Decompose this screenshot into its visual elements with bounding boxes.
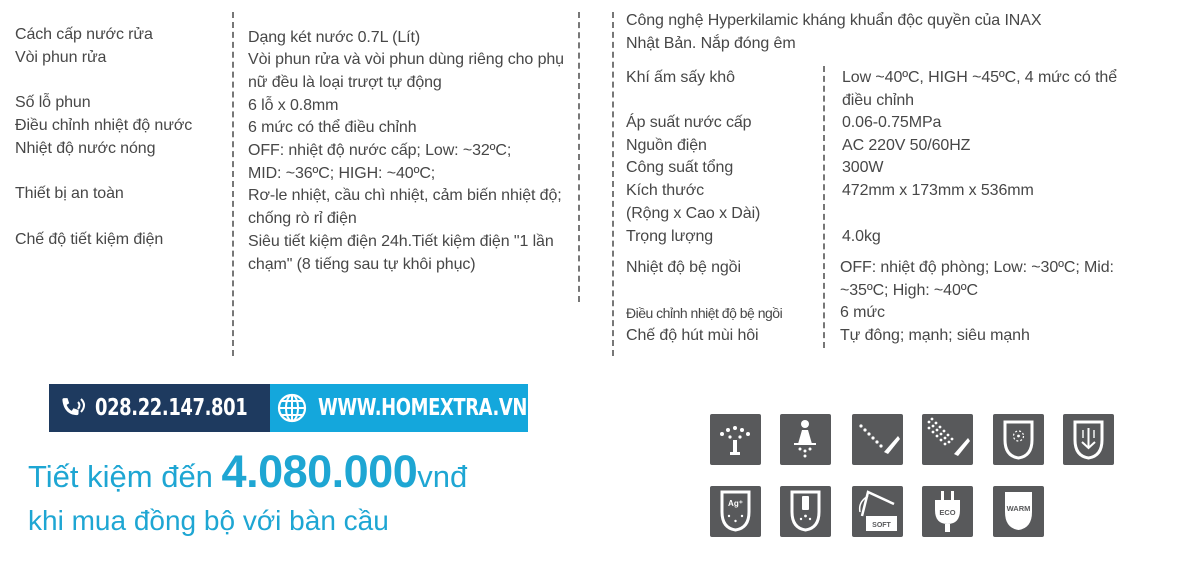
- promo-unit: vnđ: [417, 459, 468, 494]
- label-power-saving: Chế độ tiết kiệm điện: [15, 231, 164, 248]
- intro-hyperkilamic: Công nghệ Hyperkilamic kháng khuẩn độc quyền của INAX Nhật Bản. Nắp đóng êm: [626, 12, 1042, 52]
- divider-col1: [232, 12, 234, 356]
- value-total-power: 300W: [842, 159, 884, 176]
- label-power-source: Nguồn điện: [626, 137, 707, 154]
- label-weight: Trọng lượng: [626, 228, 714, 245]
- value-seat-temp: OFF: nhiệt độ phòng; Low: ~30ºC; Mid: ~35ºC; High: ~40ºC: [840, 259, 1114, 299]
- website-block[interactable]: [270, 384, 528, 432]
- rear-wash-icon: [710, 414, 761, 465]
- ag-antibacterial-icon: [710, 486, 761, 537]
- divider-col4: [823, 66, 825, 348]
- value-hot-water-temp: OFF: nhiệt độ nước cấp; Low: ~32ºC; MID: ~36ºC; HIGH: ~40ºC;: [248, 142, 512, 182]
- label-safety-device: Thiết bị an toàn: [15, 185, 124, 202]
- value-water-pressure: 0.06-0.75MPa: [842, 114, 942, 131]
- label-dimensions: Kích thước: [626, 182, 705, 199]
- value-water-temp-adjust: 6 mức có thể điều chỉnh: [248, 119, 417, 136]
- label-seat-temp: Nhiệt độ bệ ngồi: [626, 259, 741, 276]
- value-deodorizer: Tự đông; mạnh; siêu mạnh: [840, 327, 1030, 344]
- eco-label: ECO: [939, 508, 956, 517]
- value-nozzle: Vòi phun rửa và vòi phun dùng riêng cho phụ nữ đều là loại trượt tự động: [248, 51, 564, 91]
- warm-label: WARM: [1006, 504, 1031, 513]
- value-safety-device: Rơ-le nhiệt, cầu chì nhiệt, cảm biến nhiệt độ; chống rò rỉ điện: [248, 187, 562, 227]
- value-seat-temp-adjust: 6 mức: [840, 304, 885, 321]
- phone-icon: [59, 393, 89, 423]
- label-spray-holes: Số lỗ phun: [15, 94, 91, 111]
- contact-bar: [49, 384, 528, 432]
- spray-angle-icon: [852, 414, 903, 465]
- value-dimensions: 472mm x 173mm x 536mm: [842, 182, 1034, 199]
- label-water-pressure: Áp suất nước cấp: [626, 114, 752, 131]
- value-power-source: AC 220V 50/60HZ: [842, 137, 971, 154]
- soft-close-icon: [852, 486, 903, 537]
- label-water-supply: Cách cấp nước rửa: [15, 26, 153, 43]
- label-seat-temp-adjust: Điều chỉnh nhiệt độ bệ ngồi: [626, 305, 783, 321]
- eco-plug-icon: [922, 486, 973, 537]
- promo-amount: 4.080.000: [221, 446, 418, 497]
- label-dimensions-note: (Rộng x Cao x Dài): [626, 205, 761, 222]
- warm-seat-icon: [993, 486, 1044, 537]
- promo-savings-line: [28, 446, 468, 497]
- label-warm-air-dry: Khí ấm sấy khô: [626, 69, 735, 86]
- divider-col3: [612, 12, 614, 356]
- value-power-saving: Siêu tiết kiệm điện 24h.Tiết kiệm điện "1 lần chạm" (8 tiếng sau tự khôi phục): [248, 233, 554, 273]
- value-water-supply: Dạng két nước 0.7L (Lít): [248, 29, 421, 46]
- divider-col2: [578, 12, 580, 302]
- website-url[interactable]: WWW.HOMEXTRA.VN: [318, 395, 528, 421]
- nozzle-position-icon: [993, 414, 1044, 465]
- value-warm-air-dry: Low ~40ºC, HIGH ~45ºC, 4 mức có thể điều chỉnh: [842, 69, 1118, 109]
- globe-icon: [276, 392, 308, 424]
- label-nozzle: Vòi phun rửa: [15, 49, 107, 66]
- label-deodorizer: Chế độ hút mùi hôi: [626, 327, 759, 344]
- wide-spray-icon: [922, 414, 973, 465]
- phone-block[interactable]: [49, 384, 270, 432]
- label-hot-water-temp: Nhiệt độ nước nóng: [15, 140, 156, 157]
- water-pressure-icon: [1063, 414, 1114, 465]
- value-weight: 4.0kg: [842, 228, 881, 245]
- promo-condition: khi mua đồng bộ với bàn cầu: [28, 505, 389, 536]
- value-spray-holes: 6 lỗ x 0.8mm: [248, 97, 339, 114]
- promo-prefix: Tiết kiệm đến: [28, 459, 222, 494]
- label-total-power: Công suất tổng: [626, 159, 734, 176]
- nozzle-clean-icon: [780, 486, 831, 537]
- label-water-temp-adjust: Điều chỉnh nhiệt độ nước: [15, 117, 193, 134]
- ag-label: Ag⁺: [728, 499, 743, 508]
- phone-number[interactable]: 028.22.147.801: [95, 395, 248, 421]
- soft-label: SOFT: [872, 522, 891, 529]
- bidet-wash-icon: [780, 414, 831, 465]
